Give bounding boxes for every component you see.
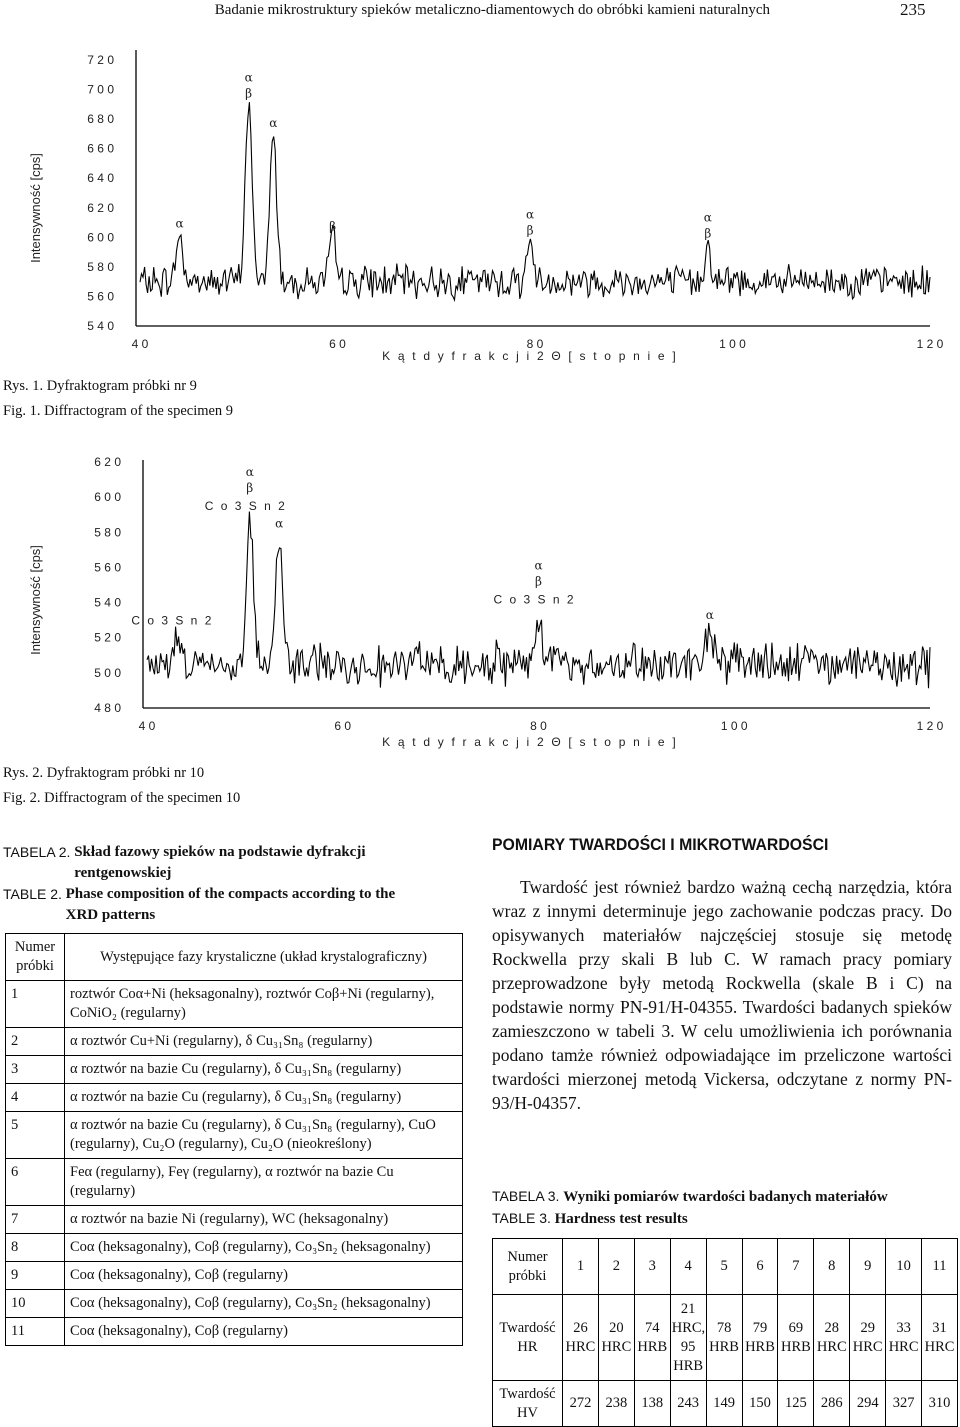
hr-value-cell: 78 HRB bbox=[706, 1295, 742, 1381]
peak-label: α bbox=[269, 115, 278, 130]
table3-caption bbox=[492, 1186, 958, 1230]
row-number: 8 bbox=[6, 1234, 65, 1262]
row-number: 10 bbox=[6, 1290, 65, 1318]
table2-label-en: TABLE 2. bbox=[3, 886, 62, 902]
hv-value-cell: 294 bbox=[850, 1381, 886, 1427]
table-row bbox=[6, 1056, 463, 1084]
table3-label-en: TABLE 3. bbox=[492, 1210, 551, 1226]
y-tick-label: 5 0 0 bbox=[94, 665, 121, 680]
hv-value-cell: 150 bbox=[742, 1381, 778, 1427]
row-phases: α roztwór na bazie Cu (regularny), δ Cu₃₁Sn₈ (regularny) bbox=[65, 1056, 463, 1084]
fig2-caption-pl: Rys. 2. Dyfraktogram próbki nr 10 bbox=[3, 765, 205, 781]
hr-value-cell: 31 HRC bbox=[922, 1295, 958, 1381]
running-header: Badanie mikrostruktury spieków metaliczno-diamentowych do obróbki kamieni naturalnych bbox=[214, 2, 770, 18]
table-row bbox=[6, 1159, 463, 1206]
table-row bbox=[6, 981, 463, 1028]
diffractogram-specimen-10 bbox=[0, 440, 960, 760]
hr-value-cell: 79 HRB bbox=[742, 1295, 778, 1381]
hv-value-cell: 272 bbox=[563, 1381, 599, 1427]
y-tick-label: 6 0 0 bbox=[87, 230, 114, 245]
hr-value-cell: 74 HRB bbox=[634, 1295, 670, 1381]
peak-label: α bbox=[526, 207, 535, 222]
section-title: POMIARY TWARDOŚCI I MIKROTWARDOŚCI bbox=[492, 835, 829, 854]
x-tick-label: 4 0 bbox=[138, 719, 156, 733]
fig1-caption-en: Fig. 1. Diffractogram of the specimen 9 bbox=[3, 403, 234, 419]
row-number: 6 bbox=[6, 1159, 65, 1206]
phase-label-text: C o 3 S n 2 bbox=[493, 592, 576, 607]
phase-composition-table bbox=[5, 933, 463, 1346]
row-phases: Feα (regularny), Feγ (regularny), α roztwór na bazie Cu (regularny) bbox=[65, 1159, 463, 1206]
peak-label: α bbox=[703, 210, 712, 225]
phase-label-text: C o 3 S n 2 bbox=[131, 613, 214, 628]
x-tick-label: 6 0 bbox=[329, 337, 346, 351]
y-tick-label: 7 2 0 bbox=[87, 53, 114, 67]
table-row bbox=[6, 1262, 463, 1290]
row-number: 11 bbox=[6, 1318, 65, 1346]
peak-label: β bbox=[329, 219, 337, 234]
col-header-number: Numer próbki bbox=[6, 934, 65, 981]
hv-value-cell: 286 bbox=[814, 1381, 850, 1427]
row-phases: Coα (heksagonalny), Coβ (regularny) bbox=[65, 1262, 463, 1290]
hv-value-cell: 310 bbox=[922, 1381, 958, 1427]
row-phases: Coα (heksagonalny), Coβ (regularny) bbox=[65, 1318, 463, 1346]
sample-number-cell: 4 bbox=[670, 1239, 706, 1295]
row-header-hr: Twardość HR bbox=[493, 1295, 563, 1381]
table-row bbox=[6, 1290, 463, 1318]
phase-label-text: C o 3 S n 2 bbox=[204, 499, 287, 514]
hv-value-cell: 138 bbox=[634, 1381, 670, 1427]
sample-number-cell: 2 bbox=[598, 1239, 634, 1295]
row-header-number: Numer próbki bbox=[493, 1239, 563, 1295]
row-phases: Coα (heksagonalny), Coβ (regularny), Co₃Sn₂ (heksagonalny) bbox=[65, 1290, 463, 1318]
y-tick-label: 5 6 0 bbox=[94, 560, 121, 575]
table-row bbox=[6, 1112, 463, 1159]
peak-label: β bbox=[535, 574, 542, 589]
y-axis-label: Intensywność [cps] bbox=[28, 153, 43, 263]
table-row bbox=[6, 1028, 463, 1056]
table3-title-pl: Wyniki pomiarów twardości badanych materiałów bbox=[563, 1189, 888, 1205]
hr-value-cell: 33 HRC bbox=[886, 1295, 922, 1381]
row-number: 9 bbox=[6, 1262, 65, 1290]
sample-number-cell: 1 bbox=[563, 1239, 599, 1295]
row-phases: α roztwór na bazie Cu (regularny), δ Cu₃₁Sn₈ (regularny) bbox=[65, 1084, 463, 1112]
peak-label: α bbox=[275, 516, 284, 531]
row-number: 3 bbox=[6, 1056, 65, 1084]
y-tick-label: 5 4 0 bbox=[94, 595, 121, 610]
y-tick-label: 6 8 0 bbox=[87, 112, 114, 127]
sample-number-cell: 8 bbox=[814, 1239, 850, 1295]
peak-label: α bbox=[534, 558, 543, 573]
table-row bbox=[6, 1206, 463, 1234]
table3-label-pl: TABELA 3. bbox=[492, 1188, 560, 1204]
hv-value-cell: 125 bbox=[778, 1381, 814, 1427]
y-tick-label: 6 0 0 bbox=[94, 490, 121, 505]
peak-label: β bbox=[526, 223, 534, 238]
y-tick-label: 6 2 0 bbox=[87, 200, 114, 215]
hr-value-cell: 69 HRB bbox=[778, 1295, 814, 1381]
x-tick-label: 4 0 bbox=[131, 337, 149, 351]
y-axis-label: Intensywność [cps] bbox=[28, 545, 43, 655]
y-tick-label: 5 4 0 bbox=[87, 319, 114, 333]
row-header-hv: Twardość HV bbox=[493, 1381, 563, 1427]
x-tick-label: 1 0 0 bbox=[720, 719, 748, 733]
x-axis-label: K ą t d y f r a k c j i 2 Θ [ s t o p n i e ] bbox=[382, 349, 678, 363]
hv-value-cell: 243 bbox=[670, 1381, 706, 1427]
sample-number-cell: 7 bbox=[778, 1239, 814, 1295]
row-phases: α roztwór na bazie Cu (regularny), δ Cu₃₁Sn₈ (regularny), CuO (regularny), Cu₂O (regularny), Cu₂O (nieokreślony) bbox=[65, 1112, 463, 1159]
y-tick-label: 5 6 0 bbox=[87, 289, 114, 304]
hv-value-cell: 327 bbox=[886, 1381, 922, 1427]
peak-label: α bbox=[245, 465, 254, 480]
sample-number-cell: 3 bbox=[634, 1239, 670, 1295]
row-number: 1 bbox=[6, 981, 65, 1028]
y-tick-label: 6 4 0 bbox=[87, 171, 114, 186]
row-phases: α roztwór na bazie Ni (regularny), WC (heksagonalny) bbox=[65, 1206, 463, 1234]
peak-label: β bbox=[704, 226, 712, 241]
phase-label-co3sn2 bbox=[493, 592, 575, 606]
peak-label: β bbox=[246, 481, 254, 496]
sample-number-cell: 10 bbox=[886, 1239, 922, 1295]
peak-label: β bbox=[245, 86, 253, 101]
fig1-caption-pl: Rys. 1. Dyfraktogram próbki nr 9 bbox=[3, 378, 197, 394]
sample-number-cell: 5 bbox=[706, 1239, 742, 1295]
peak-label: α bbox=[244, 70, 253, 85]
x-tick-label: 1 2 0 bbox=[916, 337, 944, 351]
hr-value-cell: 26 HRC bbox=[563, 1295, 599, 1381]
y-tick-label: 5 8 0 bbox=[94, 525, 121, 540]
table2-title-pl: Skład fazowy spieków na podstawie dyfrakcji rentgenowskiej bbox=[74, 844, 366, 881]
x-tick-label: 8 0 bbox=[530, 719, 547, 733]
sample-number-cell: 6 bbox=[742, 1239, 778, 1295]
y-tick-label: 6 2 0 bbox=[94, 455, 121, 469]
hv-value-cell: 149 bbox=[706, 1381, 742, 1427]
table3-title-en: Hardness test results bbox=[554, 1211, 688, 1227]
row-phases: α roztwór Cu+Ni (regularny), δ Cu₃₁Sn₈ (regularny) bbox=[65, 1028, 463, 1056]
x-tick-label: 1 2 0 bbox=[916, 719, 944, 733]
sample-number-cell: 11 bbox=[922, 1239, 958, 1295]
hv-value-cell: 238 bbox=[598, 1381, 634, 1427]
hardness-table bbox=[492, 1238, 958, 1427]
table2-label-pl: TABELA 2. bbox=[3, 844, 71, 860]
y-tick-label: 5 2 0 bbox=[94, 630, 121, 645]
phase-label-co3sn2 bbox=[131, 613, 213, 627]
diffraction-trace bbox=[140, 102, 930, 300]
x-tick-label: 8 0 bbox=[526, 337, 544, 351]
hr-value-cell: 28 HRC bbox=[814, 1295, 850, 1381]
hr-value-cell: 29 HRC bbox=[850, 1295, 886, 1381]
row-number: 2 bbox=[6, 1028, 65, 1056]
diffractogram-specimen-9 bbox=[0, 30, 960, 400]
page-number: 235 bbox=[900, 0, 926, 19]
x-tick-label: 1 0 0 bbox=[719, 337, 746, 351]
row-number: 5 bbox=[6, 1112, 65, 1159]
table-row bbox=[6, 1318, 463, 1346]
y-tick-label: 7 0 0 bbox=[87, 82, 114, 97]
hr-value-cell: 21 HRC, 95 HRB bbox=[670, 1295, 706, 1381]
table-row bbox=[6, 1234, 463, 1262]
fig2-caption-en: Fig. 2. Diffractogram of the specimen 10 bbox=[3, 790, 241, 806]
peak-label: α bbox=[175, 216, 184, 231]
section-paragraph: Twardość jest również bardzo ważną cechą narzędzia, która wraz z innymi determinuje jego zachowanie podczas pracy. Do opisywanych materiałów najczęściej stosuje się metodę Rockwella przy skali B lub C. W ramach pracy pomiary przeprowadzone były metodą Rockwella (skale B i C) na podstawie normy PN-91/H-04355. Twardości badanych spieków zamieszczono w tabeli 3. W celu umożliwienia ich porównania podano tamże również odpowiadające im przeliczone wartości twardości mierzonej metodą Vickersa, odczytane z normy PN-93/H-04357. bbox=[492, 877, 952, 1113]
row-phases: roztwór Coα+Ni (heksagonalny), roztwór Coβ+Ni (regularny), CoNiO₂ (regularny) bbox=[65, 981, 463, 1028]
table-row bbox=[6, 1084, 463, 1112]
x-tick-label: 6 0 bbox=[334, 719, 352, 733]
row-phases: Coα (heksagonalny), Coβ (regularny), Co₃Sn₂ (heksagonalny) bbox=[65, 1234, 463, 1262]
sample-number-cell: 9 bbox=[850, 1239, 886, 1295]
y-tick-label: 4 8 0 bbox=[94, 701, 121, 715]
phase-label-co3sn2 bbox=[205, 499, 287, 513]
x-axis-label: K ą t d y f r a k c j i 2 Θ [ s t o p n i e ] bbox=[382, 735, 678, 749]
peak-label: α bbox=[705, 607, 714, 622]
row-number: 7 bbox=[6, 1206, 65, 1234]
col-header-phases: Występujące fazy krystaliczne (układ krystalograficzny) bbox=[65, 934, 463, 981]
table2-caption bbox=[3, 842, 453, 926]
y-tick-label: 5 8 0 bbox=[87, 259, 114, 274]
table2-title-en: Phase composition of the compacts according to the XRD patterns bbox=[65, 886, 396, 923]
hr-value-cell: 20 HRC bbox=[598, 1295, 634, 1381]
row-number: 4 bbox=[6, 1084, 65, 1112]
y-tick-label: 6 6 0 bbox=[87, 141, 114, 156]
